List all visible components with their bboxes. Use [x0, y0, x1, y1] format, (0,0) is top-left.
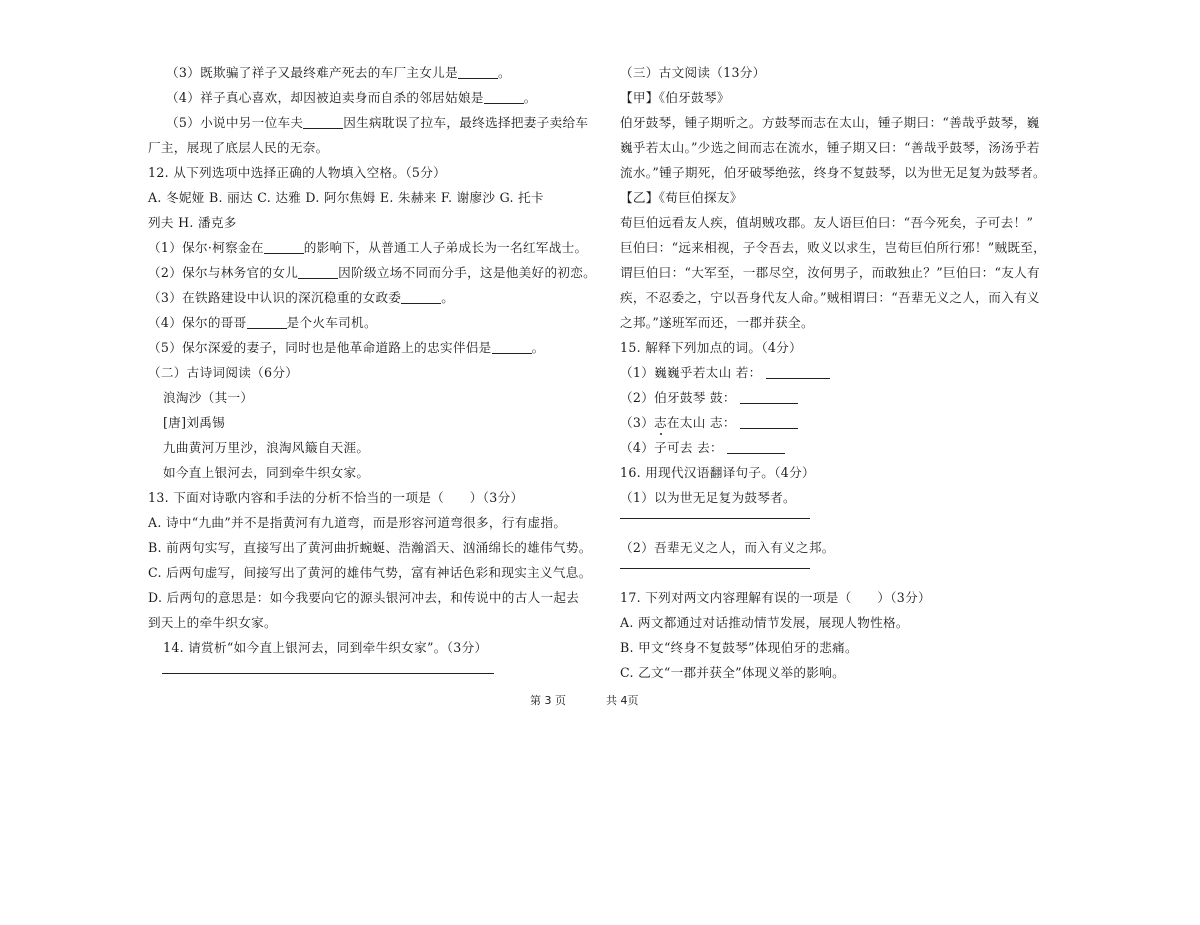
q16-1-answer-line[interactable] [620, 518, 810, 519]
q12-item-2 [148, 260, 597, 285]
text-yi-title: 【乙】《荀巨伯探友》 [620, 190, 743, 205]
q13-option-d-continued: 到天上的牵牛织女家。 [148, 615, 277, 630]
text-yi-line-1: 荀巨伯远看友人疾，值胡贼攻郡。友人语巨伯曰：“吾今死矣，子可去！” [620, 215, 1034, 230]
answer-blank[interactable] [740, 416, 798, 429]
text-yi-line-2: 巨伯曰：“远来相视，子令吾去，败义以求生，岂荀巨伯所行邪！”贼既至， [620, 240, 1047, 255]
q12-item-5 [148, 335, 588, 360]
poem-title: 浪淘沙（其一） [163, 390, 254, 405]
q13-option-b: B. 前两句实写，直接写出了黄河曲折蜿蜒、浩瀚滔天、汹涌绵长的雄伟气势。 [148, 540, 592, 555]
page-footer [530, 692, 679, 708]
q11-5-text-2: 因生病耽误了拉车，最终选择把妻子卖给车 [343, 115, 589, 130]
text-jia-line-2: 巍乎若太山。”少选之间而志在流水，锺子期又曰：“善哉乎鼓琴，汤汤乎若 [620, 140, 1040, 155]
q14-stem: 14. 请赏析“如今直上银河去，同到牵牛织女家”。（3分） [163, 640, 488, 655]
left-column [148, 60, 597, 690]
text-yi-line-3: 谓巨伯曰：“大军至，一郡尽空，汝何男子，而敢独止？”巨伯曰：“友人有 [620, 265, 1040, 280]
q15-3-text: 在太山 志： [667, 415, 736, 430]
answer-blank[interactable] [247, 316, 287, 329]
q13-option-d: D. 后两句的意思是：如今我要向它的源头银河冲去，和传说中的古人一起去 [148, 590, 580, 605]
section-3-title: （三）古文阅读（13分） [620, 65, 766, 80]
text-yi-line-4: 疾，不忍委之，宁以吾身代友人命。”贼相谓曰：“吾辈无义之人，而入有义 [620, 290, 1040, 305]
q12-item-4 [148, 310, 588, 335]
q13-stem: 13. 下面对诗歌内容和手法的分析不恰当的一项是（ ）（3分） [148, 490, 524, 505]
q15-4-text: （4）子可去 [620, 440, 693, 455]
q15-item-3 [620, 410, 1040, 435]
q11-4-text: （4）祥子真心喜欢，却因被迫卖身而自杀的邻居姑娘是 [166, 90, 484, 105]
q17-option-b: B. 甲文“终身不复鼓琴”体现伯牙的悲痛。 [620, 640, 858, 655]
page-total: 共 4页 [606, 694, 639, 707]
q17-option-c: C. 乙文“一郡并获全”体现义举的影响。 [620, 665, 845, 680]
q12-options-line-1: A. 冬妮娅 B. 丽达 C. 达雅 D. 阿尔焦姆 E. 朱赫来 F. 谢廖沙 G. 托卡 [148, 190, 544, 205]
q13-option-c: C. 后两句虚写，间接写出了黄河的雄伟气势，富有神话色彩和现实主义气息。 [148, 565, 592, 580]
q16-item-2: （2）吾辈无义之人，而入有义之邦。 [620, 540, 835, 555]
q15-3-prefix: （3） [620, 415, 655, 430]
q11-item-3 [148, 60, 588, 85]
q12-3-text: （3）在铁路建设中认识的深沉稳重的女政委 [148, 290, 402, 305]
q16-stem: 16. 用现代汉语翻译句子。（4分） [620, 465, 815, 480]
q12-2-text-2: 因阶级立场不同而分手，这是他美好的初恋。 [338, 265, 597, 280]
answer-blank[interactable] [264, 241, 304, 254]
q15-4-text-2: 去： [692, 440, 723, 455]
text-jia-line-1: 伯牙鼓琴，锺子期听之。方鼓琴而志在太山，锺子期曰：“善哉乎鼓琴，巍 [620, 115, 1040, 130]
page-number: 第 3 页 [530, 694, 566, 707]
emphasis-dot-word: 志 [654, 415, 668, 430]
q12-5-text: （5）保尔深爱的妻子，同时也是他革命道路上的忠实伴侣是 [148, 340, 492, 355]
q12-4-text-2: 是个火车司机。 [286, 315, 377, 330]
q11-4-end: 。 [523, 90, 537, 105]
text-yi-line-5: 之邦。”遂班军而还，一郡并获全。 [620, 315, 814, 330]
q12-options-line-2: 列夫 H. 潘克多 [148, 215, 237, 230]
q12-item-1 [148, 235, 588, 260]
poem-line-1: 九曲黄河万里沙，浪淘风簸自天涯。 [163, 440, 370, 455]
answer-blank[interactable] [303, 116, 343, 129]
poem-line-2: 如今直上银河去，同到牵牛织女家。 [163, 465, 370, 480]
q11-3-end: 。 [497, 65, 511, 80]
q11-item-5 [148, 110, 588, 135]
answer-blank[interactable] [401, 291, 441, 304]
q15-item-1 [620, 360, 1040, 385]
answer-blank[interactable] [727, 441, 785, 454]
answer-blank[interactable] [492, 341, 532, 354]
poem-author: [唐]刘禹锡 [163, 415, 226, 430]
q17-option-a: A. 两文都通过对话推动情节发展，展现人物性格。 [620, 615, 909, 630]
q17-stem: 17. 下列对两文内容理解有误的一项是（ ）（3分） [620, 590, 931, 605]
q11-5-continued: 厂主，展现了底层人民的无奈。 [148, 140, 329, 155]
section-2-title: （二）古诗词阅读（6分） [148, 365, 299, 380]
answer-blank[interactable] [298, 266, 338, 279]
q12-4-text: （4）保尔的哥哥 [148, 315, 247, 330]
answer-blank[interactable] [766, 366, 830, 379]
q16-2-answer-line[interactable] [620, 568, 810, 569]
q15-1-text: （1）巍巍乎若太山 若： [620, 365, 762, 380]
q12-1-text-2: 的影响下，从普通工人子弟成长为一名红军战士。 [303, 240, 588, 255]
q15-stem: 15. 解释下列加点的词。（4分） [620, 340, 802, 355]
q12-2-text: （2）保尔与林务官的女儿 [148, 265, 299, 280]
q14-answer-line[interactable] [162, 673, 494, 674]
answer-blank[interactable] [484, 91, 524, 104]
q12-stem: 12. 从下列选项中选择正确的人物填入空格。（5分） [148, 165, 447, 180]
q16-item-1: （1）以为世无足复为鼓琴者。 [620, 490, 796, 505]
q11-5-text: （5）小说中另一位车夫 [166, 115, 304, 130]
text-jia-title: 【甲】《伯牙鼓琴》 [620, 90, 730, 105]
q11-item-4 [148, 85, 588, 110]
right-column [620, 60, 1047, 685]
q12-3-end: 。 [441, 290, 455, 305]
q15-2-text: （2）伯牙鼓 [620, 390, 693, 405]
q15-item-2 [620, 385, 1040, 410]
q11-3-text: （3）既欺骗了祥子又最终难产死去的车厂主女儿是 [166, 65, 458, 80]
q12-1-text: （1）保尔·柯察金在 [148, 240, 264, 255]
answer-blank[interactable] [740, 391, 798, 404]
q13-option-a: A. 诗中“九曲”并不是指黄河有九道弯，而是形容河道弯很多，行有虚指。 [148, 515, 567, 530]
q15-2-text-2: 琴 鼓： [692, 390, 736, 405]
q12-item-3 [148, 285, 588, 310]
answer-blank[interactable] [458, 66, 498, 79]
q12-5-end: 。 [531, 340, 545, 355]
q15-item-4 [620, 435, 1040, 460]
text-jia-line-3: 流水。”锺子期死，伯牙破琴绝弦，终身不复鼓琴，以为世无足复为鼓琴者。 [620, 165, 1046, 180]
